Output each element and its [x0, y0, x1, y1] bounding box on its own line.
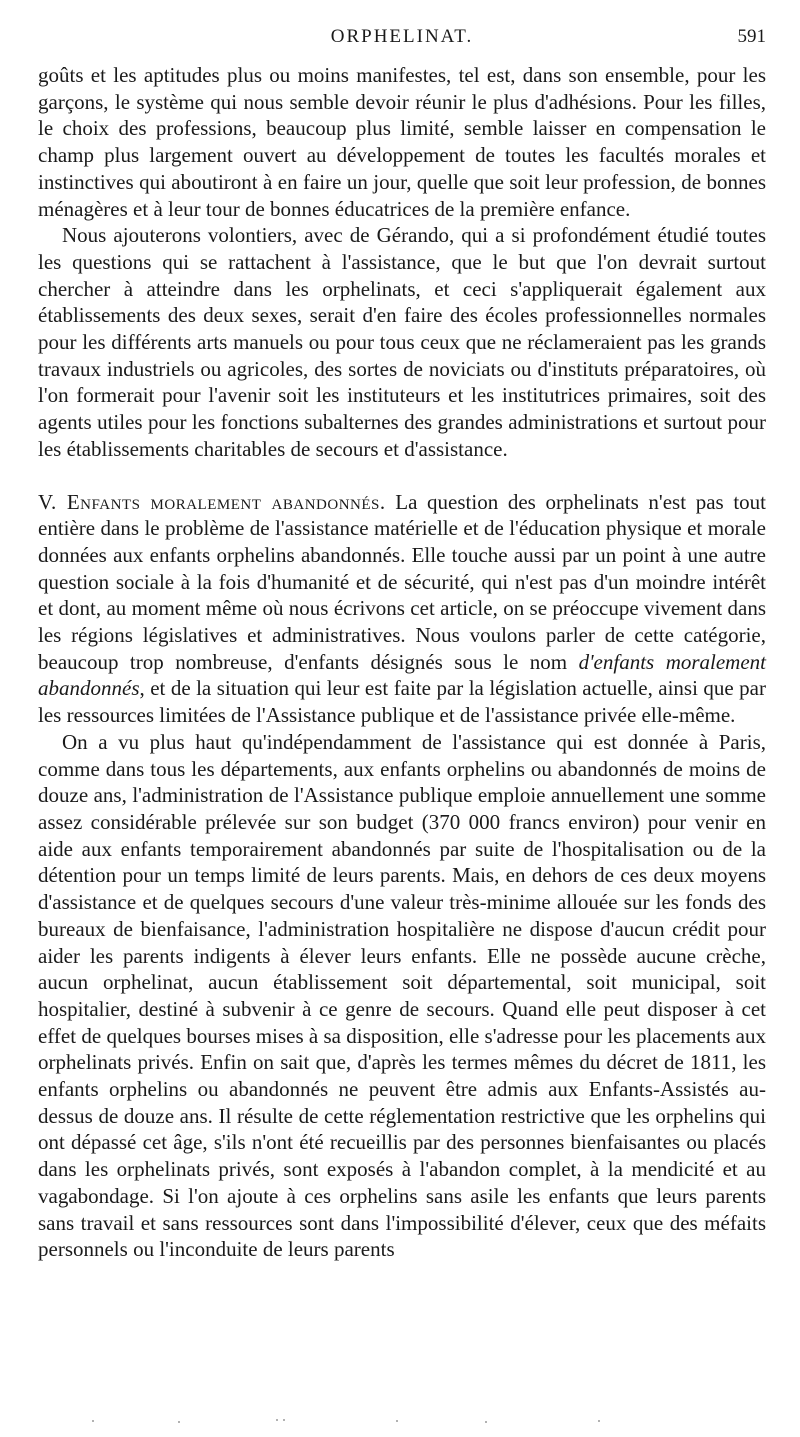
- speck: [276, 1419, 278, 1421]
- speck: [92, 1420, 94, 1422]
- paragraph-4: On a vu plus haut qu'indépendamment de l'assistance qui est donnée à Paris, comme dans tous les départements, aux enfants orphelins ou abandonnés de moins de douze ans, l'administration de l'Assistance publique emploie annuellement une somme assez considérable prélevée sur son budget (370 000 francs environ) pour venir en aide aux enfants temporairement abandonnés par suite de l'hospitalisation ou de la détention pour un temps limité de leurs parents. Mais, en dehors de ces deux moyens d'assistance et de quelques secours d'une valeur très-minime allouée sur les fonds des bureaux de bienfaisance, l'administration hospitalière ne dispose d'aucun crédit pour aider les parents indigents à élever leurs enfants. Elle ne possède aucune crèche, aucun orphelinat, aucun établissement soit départemental, soit municipal, soit hospitalier, destiné à subvenir à ce genre de secours. Quand elle peut disposer à cet effet de quelques bourses mises à sa disposition, elle s'adresse pour les placements aux orphelinats privés. Enfin on sait que, d'après les termes mêmes du décret de 1811, les enfants orphelins ou abandonnés ne peuvent être admis aux Enfants-Assistés au-dessus de douze ans. Il résulte de cette réglementation restrictive que les orphelins qui ont dépassé cet âge, s'ils n'ont été recueillis par des personnes bienfaisantes ou placés dans les orphelinats privés, sont exposés à l'abandon complet, à la mendicité et au vagabondage. Si l'on ajoute à ces orphelins sans asile les enfants que leurs parents sans travail et sans ressources sont dans l'impossibilité d'élever, ceux que des méfaits personnels ou l'inconduite de leurs parents: [38, 729, 766, 1262]
- section-heading: V. Enfants moralement abandonnés.: [38, 489, 386, 514]
- paragraph-1: goûts et les aptitudes plus ou moins manifestes, tel est, dans son ensemble, pour les garçons, le système qui nous semble devoir réunir le plus d'adhésions. Pour les filles, le choix des professions, beaucoup plus limité, semble laisser en compensation le champ plus largement ouvert au développement de toutes les facultés morales et instinctives qui aboutiront à en faire un jour, quelle que soit leur profession, de bonnes ménagères et à leur tour de bonnes éducatrices de la première enfance.: [38, 63, 766, 221]
- paragraph-2: Nous ajouterons volontiers, avec de Gérando, qui a si profondément étudié toutes les questions qui se rattachent à l'assistance, que le but que l'on devrait surtout chercher à atteindre dans les orphelinats, et ceci s'appliquerait également aux établissements des deux sexes, serait d'en faire des écoles professionnelles normales pour les différents arts manuels ou pour tous ceux que ne réclameraient pas les grands travaux industriels ou agricoles, des sortes de noviciats ou d'instituts préparatoires, où l'on formerait pour l'avenir soit les instituteurs et les institutrices primaires, soit des agents utiles pour les fonctions subalternes des grandes administrations et surtout pour les établissements charitables de secours et d'assistance.: [38, 223, 766, 461]
- italic-term: d'enfants moralement abandonnés: [38, 649, 767, 701]
- paragraph-3-text-a: La question des orphelinats n'est pas tout entière dans le problème de l'assistance matérielle et de l'éducation physique et morale données aux enfants orphelins abandonnés. Elle touche aussi par un point à une autre question sociale à la fois d'humanité et de sécurité, qui n'est pas d'un moindre intérêt et dont, au moment même où nous écrivons cet article, on se préoccupe vivement dans les régions législatives et administratives. Nous voulons parler de cette catégorie, beaucoup trop nombreuse, d'enfants désignés sous le nom: [38, 489, 766, 674]
- page-number: 591: [737, 26, 766, 47]
- running-head: [38, 26, 766, 56]
- speck: [598, 1420, 600, 1422]
- speck: [396, 1420, 398, 1422]
- paragraph-3: [38, 489, 766, 729]
- scan-specks: [0, 1418, 800, 1426]
- speck: [485, 1421, 487, 1423]
- running-title: ORPHELINAT.: [330, 26, 474, 47]
- speck: [283, 1419, 285, 1421]
- body-text: [38, 62, 766, 1263]
- speck: [178, 1421, 180, 1423]
- paragraph-3-text-b: , et de la situation qui leur est faite par la législation actuelle, ainsi que par les ressources limitées de l'Assistance publique et de l'assistance privée elle-même.: [38, 676, 766, 728]
